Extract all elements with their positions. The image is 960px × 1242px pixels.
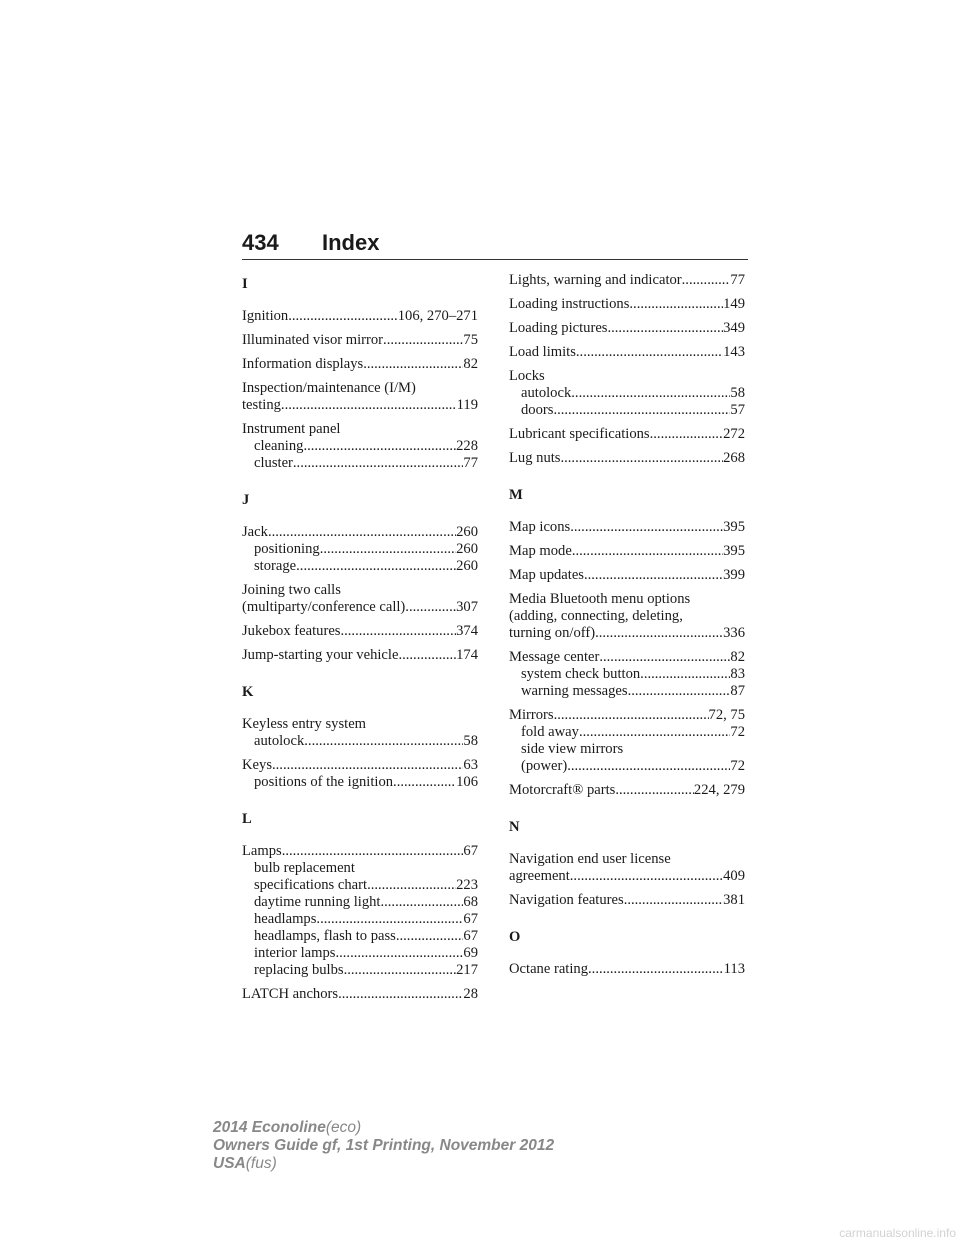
index-entry [242, 380, 478, 414]
index-entry-line [242, 623, 478, 640]
dot-leader [554, 707, 709, 724]
index-entry [242, 716, 478, 750]
index-subentry [509, 385, 745, 402]
page-title: Index [322, 230, 380, 255]
dot-leader [380, 894, 463, 911]
index-column-right [509, 272, 745, 985]
index-subentry [242, 894, 478, 911]
page-reference: 77 [730, 272, 745, 288]
index-entry [509, 649, 745, 700]
index-subentry [242, 860, 478, 877]
entry-text: (adding, connecting, deleting, [509, 608, 683, 624]
dot-leader [595, 625, 723, 642]
index-entry [242, 986, 478, 1003]
page-reference: 149 [723, 296, 745, 312]
entry-text: testing [242, 397, 281, 413]
entry-text: Lights, warning and indicator [509, 272, 682, 288]
index-entry [509, 851, 745, 885]
index-entry-line [242, 843, 478, 860]
index-subentry [242, 733, 478, 750]
entry-text: headlamps, flash to pass [254, 928, 396, 944]
index-entry-line [242, 332, 478, 349]
page-reference: 272 [723, 426, 745, 442]
index-subentry [242, 928, 478, 945]
index-subentry [509, 758, 745, 775]
dot-leader [335, 945, 463, 962]
page-reference: 77 [463, 455, 478, 471]
page-reference: 395 [723, 519, 745, 535]
page-reference: 63 [463, 757, 478, 773]
index-entry [242, 582, 478, 616]
index-subentry [509, 741, 745, 758]
page-reference: 106 [456, 774, 478, 790]
index-subentry [242, 438, 478, 455]
index-entry [509, 426, 745, 443]
index-entry [242, 757, 478, 791]
page-reference: 57 [730, 402, 745, 418]
dot-leader [272, 757, 463, 774]
index-entry-line [509, 707, 745, 724]
entry-text: Information displays [242, 356, 364, 372]
index-subentry [509, 402, 745, 419]
entry-text: (power) [521, 758, 568, 774]
index-entry [509, 272, 745, 289]
index-entry-line [242, 986, 478, 1003]
page-reference: 83 [730, 666, 745, 682]
dot-leader [296, 558, 456, 575]
dot-leader [303, 438, 456, 455]
entry-text: bulb replacement [254, 860, 355, 876]
entry-text: daytime running light [254, 894, 381, 910]
page-reference: 395 [723, 543, 745, 559]
page-reference: 82 [463, 356, 478, 372]
section-letter: J [242, 492, 250, 508]
entry-text: replacing bulbs [254, 962, 344, 978]
entry-text: Map icons [509, 519, 571, 535]
entry-text: Octane rating [509, 961, 589, 977]
entry-text: Keyless entry system [242, 716, 367, 732]
section-letter: M [509, 487, 523, 503]
index-entry [509, 567, 745, 584]
index-entry-line [242, 308, 478, 325]
index-entry [509, 961, 745, 978]
entry-text: storage [254, 558, 297, 574]
index-subentry [509, 666, 745, 683]
index-entry [242, 421, 478, 472]
dot-leader [338, 986, 463, 1003]
index-entry [242, 623, 478, 640]
dot-leader [304, 733, 463, 750]
index-entry-line [509, 625, 745, 642]
index-entry-line [509, 851, 745, 868]
dot-leader [567, 758, 730, 775]
dot-leader [398, 647, 456, 664]
entry-text: Illuminated visor mirror [242, 332, 384, 348]
entry-text: autolock [254, 733, 305, 749]
index-subentry [242, 877, 478, 894]
page-reference: 67 [463, 928, 478, 944]
dot-leader [584, 567, 723, 584]
index-entry-line [509, 649, 745, 666]
index-entry-line [509, 868, 745, 885]
index-entry-line [242, 380, 478, 397]
index-subentry [242, 455, 478, 472]
dot-leader [682, 272, 731, 289]
dot-leader [570, 519, 723, 536]
dot-leader [405, 599, 456, 616]
entry-text: Locks [509, 368, 545, 384]
index-entry-line [509, 320, 745, 337]
index-entry-line [509, 519, 745, 536]
page-reference: 224, 279 [693, 782, 745, 798]
page-reference: 399 [723, 567, 745, 583]
section-letter: I [242, 276, 248, 292]
index-entry [509, 344, 745, 361]
dot-leader [344, 962, 457, 979]
entry-text: Map mode [509, 543, 572, 559]
index-entry-line [509, 961, 745, 978]
index-entry [242, 356, 478, 373]
page-reference: 336 [723, 625, 745, 641]
entry-text: Ignition [242, 308, 289, 324]
dot-leader [396, 928, 464, 945]
entry-text: Keys [242, 757, 272, 773]
footer [213, 1119, 554, 1173]
footer-market-code: (fus) [245, 1155, 277, 1172]
dot-leader [367, 877, 456, 894]
index-entry [242, 308, 478, 325]
page-reference: 106, 270–271 [397, 308, 478, 324]
index-subentry [242, 911, 478, 928]
entry-text: Map updates [509, 567, 584, 583]
entry-text: Lubricant specifications [509, 426, 650, 442]
entry-text: Jump-starting your vehicle [242, 647, 399, 663]
footer-line-1 [213, 1119, 554, 1137]
index-entry-line [509, 344, 745, 361]
footer-model-code: (eco) [325, 1119, 362, 1136]
entry-text: interior lamps [254, 945, 336, 961]
dot-leader [572, 543, 723, 560]
index-entry [242, 332, 478, 349]
section-letter: O [509, 929, 521, 945]
entry-text: Navigation features [509, 892, 624, 908]
index-entry [509, 707, 745, 775]
entry-text: specifications chart [254, 877, 368, 893]
page-reference: 67 [463, 911, 478, 927]
page-reference: 268 [723, 450, 745, 466]
page-reference: 113 [723, 961, 745, 977]
entry-text: Load limits [509, 344, 576, 360]
index-entry-line [509, 782, 745, 799]
page-reference: 217 [456, 962, 478, 978]
index-entry [509, 543, 745, 560]
page-reference: 260 [456, 541, 478, 557]
page-reference: 260 [456, 524, 478, 540]
index-entry-line [509, 608, 745, 625]
page-reference: 87 [730, 683, 745, 699]
index-entry [509, 782, 745, 799]
index-entry [509, 320, 745, 337]
page-reference: 307 [456, 599, 478, 615]
entry-text: Joining two calls [242, 582, 341, 598]
dot-leader [650, 426, 723, 443]
footer-model: 2014 Econoline [213, 1119, 326, 1136]
index-entry [242, 647, 478, 664]
index-entry-line [509, 272, 745, 289]
index-entry-line [509, 567, 745, 584]
dot-leader [629, 296, 723, 313]
section-letter: N [509, 819, 520, 835]
index-entry-line [509, 450, 745, 467]
section-letter: K [242, 684, 254, 700]
index-entry-line [509, 296, 745, 313]
index-entry-line [242, 647, 478, 664]
index-entry-line [509, 892, 745, 909]
index-entry-line [242, 599, 478, 616]
dot-leader [316, 911, 463, 928]
entry-text: headlamps [254, 911, 317, 927]
page-reference: 143 [723, 344, 745, 360]
page-reference: 72 [730, 724, 745, 740]
entry-text: Lamps [242, 843, 282, 859]
dot-leader [320, 541, 456, 558]
entry-text: turning on/off) [509, 625, 596, 641]
dot-leader [383, 332, 463, 349]
index-subentry [242, 558, 478, 575]
entry-text: Mirrors [509, 707, 554, 723]
index-entry-line [242, 421, 478, 438]
header-rule [242, 259, 748, 260]
entry-text: Media Bluetooth menu options [509, 591, 691, 607]
footer-line-3 [213, 1155, 554, 1173]
dot-leader [624, 892, 723, 909]
page-reference: 409 [723, 868, 745, 884]
page-reference: 67 [463, 843, 478, 859]
dot-leader [579, 724, 730, 741]
entry-text: system check button [521, 666, 641, 682]
dot-leader [628, 683, 731, 700]
index-entry [509, 450, 745, 467]
entry-text: Motorcraft® parts [509, 782, 616, 798]
entry-text: cluster [254, 455, 293, 471]
index-entry-line [242, 757, 478, 774]
dot-leader [393, 774, 456, 791]
footer-line-2: Owners Guide gf, 1st Printing, November 2012 [213, 1137, 555, 1154]
page-reference: 374 [456, 623, 478, 639]
entry-text: doors [521, 402, 554, 418]
dot-leader [560, 450, 723, 467]
index-column-left [242, 272, 478, 1010]
index-subentry [509, 683, 745, 700]
index-subentry [242, 774, 478, 791]
entry-text: Instrument panel [242, 421, 341, 437]
entry-text: fold away [521, 724, 579, 740]
page-reference: 72, 75 [708, 707, 745, 723]
page-reference: 223 [456, 877, 478, 893]
entry-text: LATCH anchors [242, 986, 339, 1002]
index-subentry [509, 724, 745, 741]
dot-leader [268, 524, 456, 541]
page-reference: 82 [730, 649, 745, 665]
page-reference: 228 [456, 438, 478, 454]
entry-text: positions of the ignition [254, 774, 394, 790]
dot-leader [607, 320, 723, 337]
index-entry-line [242, 356, 478, 373]
page-reference: 72 [730, 758, 745, 774]
dot-leader [570, 868, 723, 885]
page-reference: 75 [463, 332, 478, 348]
entry-text: positioning [254, 541, 320, 557]
index-entry [509, 519, 745, 536]
entry-text: Loading pictures [509, 320, 608, 336]
page-reference: 68 [463, 894, 478, 910]
dot-leader [588, 961, 724, 978]
index-entry-line [509, 368, 745, 385]
index-subentry [242, 962, 478, 979]
index-entry [509, 368, 745, 419]
entry-text: side view mirrors [521, 741, 624, 757]
entry-text: autolock [521, 385, 572, 401]
page-reference: 381 [723, 892, 745, 908]
dot-leader [363, 356, 463, 373]
index-entry-line [242, 716, 478, 733]
index-entry-line [242, 582, 478, 599]
index-entry [509, 591, 745, 642]
page-reference: 349 [723, 320, 745, 336]
index-subentry [242, 541, 478, 558]
dot-leader [293, 455, 464, 472]
section-letter: L [242, 811, 252, 827]
page-reference: 28 [463, 986, 478, 1002]
page-number: 434 [242, 230, 279, 255]
dot-leader [282, 843, 464, 860]
page-reference: 174 [456, 647, 478, 663]
entry-text: Jukebox features [242, 623, 341, 639]
dot-leader [599, 649, 730, 666]
page-header [242, 226, 748, 260]
dot-leader [340, 623, 456, 640]
index-entry-line [242, 397, 478, 414]
entry-text: Lug nuts [509, 450, 561, 466]
footer-market: USA [213, 1155, 246, 1172]
index-entry [242, 843, 478, 979]
index-entry [509, 296, 745, 313]
dot-leader [615, 782, 694, 799]
index-entry-line [509, 426, 745, 443]
page-reference: 58 [730, 385, 745, 401]
entry-text: Jack [242, 524, 268, 540]
entry-text: Message center [509, 649, 600, 665]
dot-leader [288, 308, 398, 325]
page-reference: 58 [463, 733, 478, 749]
index-entry-line [242, 524, 478, 541]
entry-text: cleaning [254, 438, 304, 454]
dot-leader [553, 402, 730, 419]
index-subentry [242, 945, 478, 962]
page-reference: 119 [456, 397, 478, 413]
entry-text: (multiparty/conference call) [242, 599, 406, 615]
entry-text: warning messages [521, 683, 628, 699]
dot-leader [576, 344, 723, 361]
page-reference: 260 [456, 558, 478, 574]
dot-leader [640, 666, 730, 683]
entry-text: agreement [509, 868, 570, 884]
dot-leader [281, 397, 457, 414]
index-entry [242, 524, 478, 575]
dot-leader [571, 385, 730, 402]
page-reference: 69 [463, 945, 478, 961]
entry-text: Inspection/maintenance (I/M) [242, 380, 416, 396]
watermark: carmanualsonline.info [839, 1226, 956, 1240]
index-entry [509, 892, 745, 909]
entry-text: Navigation end user license [509, 851, 671, 867]
index-entry-line [509, 543, 745, 560]
entry-text: Loading instructions [509, 296, 630, 312]
index-entry-line [509, 591, 745, 608]
